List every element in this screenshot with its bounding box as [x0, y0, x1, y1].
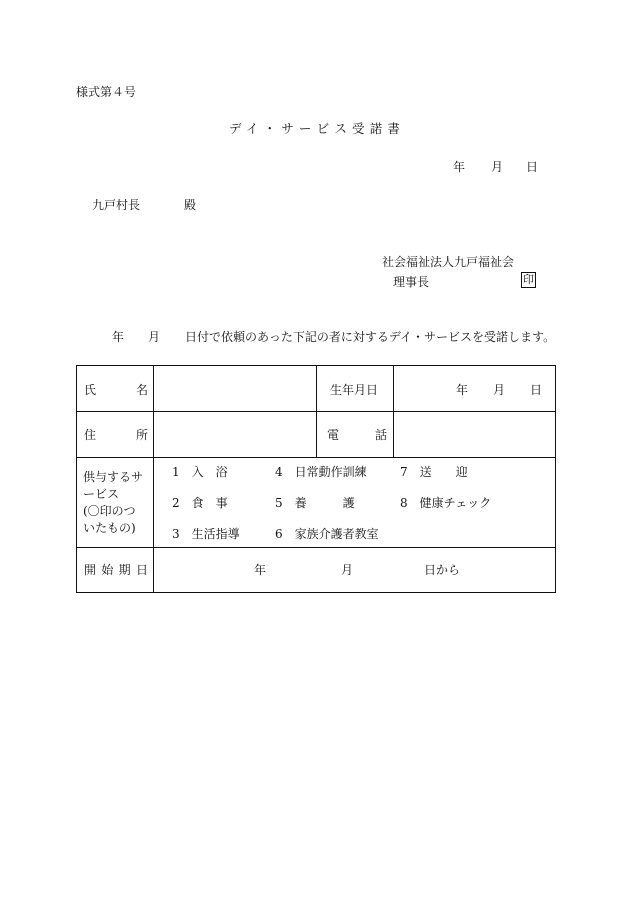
service-label: 入 浴: [191, 465, 228, 479]
service-label: 養 護: [294, 496, 355, 510]
issue-date-month: 月: [491, 160, 504, 174]
service-8: [400, 497, 491, 509]
services-label-line: (〇印のつ: [83, 504, 136, 518]
row-divider: [77, 457, 555, 458]
service-3: [172, 528, 240, 540]
services-label: [83, 469, 143, 537]
document-title: デイ・サービス受諾書: [229, 121, 406, 136]
start-month-unit: 月: [341, 563, 354, 577]
address-label: 住所: [84, 428, 148, 442]
column-divider: [316, 366, 317, 457]
name-label: 氏名: [84, 383, 148, 397]
start-year-unit: 年: [254, 563, 267, 577]
issue-date-day: 日: [526, 160, 539, 174]
column-divider: [153, 366, 154, 592]
service-label: 生活指導: [191, 527, 240, 541]
service-label: 家族介護者教室: [294, 527, 379, 541]
service-number: 2: [172, 496, 180, 510]
service-2: [172, 497, 228, 509]
column-divider: [393, 366, 394, 457]
service-number: 5: [275, 496, 283, 510]
birthdate-label: 生年月日: [330, 383, 379, 397]
addressee-name: 九戸村長: [92, 198, 141, 212]
issue-date-year: 年: [453, 160, 466, 174]
service-number: 3: [172, 527, 180, 541]
row-divider: [77, 547, 555, 548]
addressee-honorific: 殿: [184, 198, 197, 212]
body-month: 月: [148, 330, 161, 344]
birthdate-day-unit: 日: [530, 383, 543, 397]
service-number: 4: [275, 465, 283, 479]
sender-title: 理事長: [393, 275, 430, 289]
services-label-line: 供与するサ: [83, 470, 144, 484]
service-number: 8: [400, 496, 408, 510]
sender-organization: 社会福祉法人九戸福祉会: [382, 255, 515, 269]
body-text: 日付で依頼のあった下記の者に対するデイ・サービスを受諾します。: [185, 330, 556, 344]
phone-label: 電話: [327, 428, 387, 442]
service-5: [275, 497, 355, 509]
body-year: 年: [112, 330, 125, 344]
service-1: [172, 466, 228, 478]
service-7: [400, 466, 468, 478]
addressee: [92, 198, 197, 212]
services-label-line: ービス: [83, 487, 120, 501]
birthdate-month-unit: 月: [493, 383, 506, 397]
service-label: 健康チェック: [419, 496, 492, 510]
service-number: 7: [400, 465, 408, 479]
start-day-suffix: 日から: [424, 563, 461, 577]
service-4: [275, 466, 367, 478]
service-number: 1: [172, 465, 180, 479]
start-date-label: 開始期日: [84, 563, 148, 577]
service-label: 送 迎: [419, 465, 468, 479]
service-label: 食 事: [191, 496, 228, 510]
form-number: 様式第４号: [76, 85, 137, 99]
service-label: 日常動作訓練: [294, 465, 367, 479]
service-form-table: [76, 365, 556, 593]
service-6: [275, 528, 379, 540]
seal-mark: 印: [523, 273, 534, 286]
service-number: 6: [275, 527, 283, 541]
birthdate-year-unit: 年: [456, 383, 469, 397]
services-label-line: いたもの): [83, 521, 136, 535]
